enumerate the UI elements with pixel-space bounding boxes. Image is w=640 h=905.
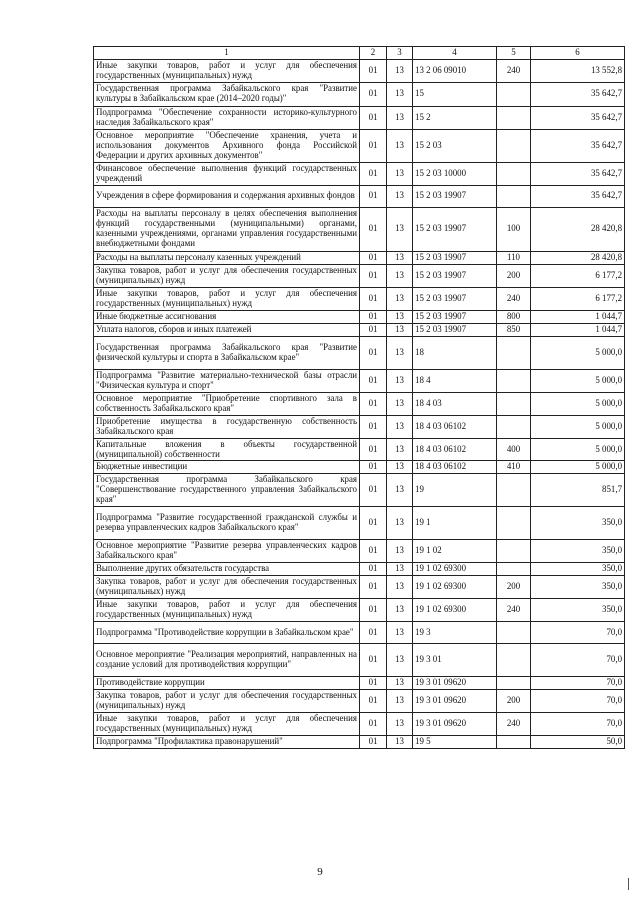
row-subsection-cell: 13 <box>387 576 413 599</box>
row-name-cell: Закупка товаров, работ и услуг для обеспечения государственных (муниципальных) нужд <box>94 690 360 713</box>
row-section-cell: 01 <box>360 622 387 644</box>
table-row <box>94 60 625 83</box>
row-target-article-cell: 15 2 03 19907 <box>413 310 497 323</box>
row-subsection-cell: 13 <box>387 415 413 438</box>
row-amount-cell: 70,0 <box>531 690 625 713</box>
table-row <box>94 392 625 415</box>
row-name-cell: Подпрограмма "Профилактика правонарушений" <box>94 736 360 749</box>
table-row <box>94 162 625 185</box>
row-amount-cell: 70,0 <box>531 677 625 690</box>
row-name-cell: Закупка товаров, работ и услуг для обеспечения государственных (муниципальных) нужд <box>94 576 360 599</box>
row-target-article-cell: 19 5 <box>413 736 497 749</box>
row-target-article-cell: 19 3 01 <box>413 644 497 677</box>
table-row <box>94 540 625 563</box>
row-section-cell: 01 <box>360 251 387 264</box>
row-amount-cell: 50,0 <box>531 736 625 749</box>
row-section-cell: 01 <box>360 474 387 507</box>
row-amount-cell: 350,0 <box>531 599 625 622</box>
row-section-cell: 01 <box>360 461 387 474</box>
row-amount-cell: 1 044,7 <box>531 323 625 336</box>
row-subsection-cell: 13 <box>387 129 413 162</box>
row-expense-type-cell <box>497 162 531 185</box>
row-amount-cell: 350,0 <box>531 563 625 576</box>
table-row <box>94 310 625 323</box>
row-amount-cell: 35 642,7 <box>531 106 625 129</box>
row-section-cell: 01 <box>360 563 387 576</box>
row-subsection-cell: 13 <box>387 60 413 83</box>
budget-table <box>93 46 625 749</box>
row-target-article-cell: 15 2 03 19907 <box>413 185 497 207</box>
row-name-cell: Подпрограмма "Развитие государственной гражданской службы и резерва управленческих кадров Забайкальского края" <box>94 507 360 540</box>
row-name-cell: Расходы на выплаты персоналу казенных учреждений <box>94 251 360 264</box>
table-row <box>94 644 625 677</box>
row-name-cell: Противодействие коррупции <box>94 677 360 690</box>
row-expense-type-cell <box>497 106 531 129</box>
row-name-cell: Иные закупки товаров, работ и услуг для обеспечения государственных (муниципальных) нужд <box>94 287 360 310</box>
row-target-article-cell: 18 4 <box>413 369 497 392</box>
scan-edge-mark <box>628 878 629 890</box>
row-target-article-cell: 15 2 03 <box>413 129 497 162</box>
row-target-article-cell: 19 <box>413 474 497 507</box>
row-target-article-cell: 19 1 <box>413 507 497 540</box>
row-expense-type-cell: 100 <box>497 207 531 251</box>
row-section-cell: 01 <box>360 129 387 162</box>
row-subsection-cell: 13 <box>387 392 413 415</box>
row-subsection-cell: 13 <box>387 690 413 713</box>
row-subsection-cell: 13 <box>387 251 413 264</box>
row-target-article-cell: 19 3 01 09620 <box>413 677 497 690</box>
row-target-article-cell: 15 2 <box>413 106 497 129</box>
row-expense-type-cell: 240 <box>497 287 531 310</box>
table-row <box>94 507 625 540</box>
row-subsection-cell: 13 <box>387 644 413 677</box>
row-section-cell: 01 <box>360 287 387 310</box>
row-section-cell: 01 <box>360 576 387 599</box>
row-amount-cell: 28 420,8 <box>531 207 625 251</box>
table-row <box>94 461 625 474</box>
row-subsection-cell: 13 <box>387 540 413 563</box>
row-amount-cell: 5 000,0 <box>531 392 625 415</box>
row-subsection-cell: 13 <box>387 369 413 392</box>
header-col-2: 2 <box>360 47 387 60</box>
row-section-cell: 01 <box>360 690 387 713</box>
row-subsection-cell: 13 <box>387 438 413 461</box>
row-subsection-cell: 13 <box>387 82 413 106</box>
row-expense-type-cell: 200 <box>497 264 531 287</box>
row-amount-cell: 350,0 <box>531 576 625 599</box>
row-name-cell: Государственная программа Забайкальского края "Развитие культуры в Забайкальском крае (2014–2020 годы)" <box>94 82 360 106</box>
row-subsection-cell: 13 <box>387 185 413 207</box>
table-row <box>94 622 625 644</box>
row-name-cell: Финансовое обеспечение выполнения функций государственных учреждений <box>94 162 360 185</box>
row-section-cell: 01 <box>360 713 387 736</box>
row-subsection-cell: 13 <box>387 507 413 540</box>
row-expense-type-cell <box>497 82 531 106</box>
row-name-cell: Подпрограмма "Противодействие коррупции в Забайкальском крае" <box>94 622 360 644</box>
row-subsection-cell: 13 <box>387 622 413 644</box>
row-section-cell: 01 <box>360 185 387 207</box>
row-target-article-cell: 19 3 01 09620 <box>413 713 497 736</box>
table-row <box>94 336 625 369</box>
row-expense-type-cell: 400 <box>497 438 531 461</box>
row-name-cell: Уплата налогов, сборов и иных платежей <box>94 323 360 336</box>
row-name-cell: Основное мероприятие "Обеспечение хранения, учета и использования документов Архивного фонда Российской Федерации и других архивных документов" <box>94 129 360 162</box>
table-row <box>94 563 625 576</box>
row-amount-cell: 70,0 <box>531 713 625 736</box>
row-section-cell: 01 <box>360 644 387 677</box>
row-name-cell: Основное мероприятие "Реализация мероприятий, направленных на создание условий для противодействия коррупции" <box>94 644 360 677</box>
row-expense-type-cell <box>497 540 531 563</box>
row-name-cell: Закупка товаров, работ и услуг для обеспечения государственных (муниципальных) нужд <box>94 264 360 287</box>
row-target-article-cell: 15 2 03 10000 <box>413 162 497 185</box>
row-target-article-cell: 15 <box>413 82 497 106</box>
row-amount-cell: 35 642,7 <box>531 82 625 106</box>
row-name-cell: Иные закупки товаров, работ и услуг для обеспечения государственных (муниципальных) нужд <box>94 713 360 736</box>
row-name-cell: Выполнение других обязательств государства <box>94 563 360 576</box>
row-section-cell: 01 <box>360 736 387 749</box>
table-row <box>94 287 625 310</box>
table-row <box>94 415 625 438</box>
row-section-cell: 01 <box>360 540 387 563</box>
row-expense-type-cell: 200 <box>497 690 531 713</box>
row-name-cell: Иные бюджетные ассигнования <box>94 310 360 323</box>
row-section-cell: 01 <box>360 264 387 287</box>
row-subsection-cell: 13 <box>387 461 413 474</box>
row-subsection-cell: 13 <box>387 563 413 576</box>
row-name-cell: Государственная программа Забайкальского края "Развитие физической культуры и спорта в Забайкальском крае" <box>94 336 360 369</box>
row-expense-type-cell: 110 <box>497 251 531 264</box>
table-row <box>94 474 625 507</box>
row-amount-cell: 5 000,0 <box>531 438 625 461</box>
row-expense-type-cell <box>497 336 531 369</box>
row-amount-cell: 35 642,7 <box>531 185 625 207</box>
header-col-1: 1 <box>94 47 360 60</box>
row-subsection-cell: 13 <box>387 474 413 507</box>
table-row <box>94 599 625 622</box>
row-amount-cell: 70,0 <box>531 644 625 677</box>
table-row <box>94 207 625 251</box>
table-row <box>94 576 625 599</box>
row-expense-type-cell <box>497 392 531 415</box>
table-row <box>94 251 625 264</box>
row-expense-type-cell <box>497 129 531 162</box>
row-name-cell: Подпрограмма "Обеспечение сохранности историко-культурного наследия Забайкальского края" <box>94 106 360 129</box>
row-expense-type-cell <box>497 415 531 438</box>
row-name-cell: Подпрограмма "Развитие материально-технической базы отрасли "Физическая культура и спорт" <box>94 369 360 392</box>
row-expense-type-cell <box>497 474 531 507</box>
row-target-article-cell: 19 1 02 69300 <box>413 563 497 576</box>
table-row <box>94 438 625 461</box>
row-subsection-cell: 13 <box>387 310 413 323</box>
row-section-cell: 01 <box>360 106 387 129</box>
row-amount-cell: 851,7 <box>531 474 625 507</box>
row-target-article-cell: 15 2 03 19907 <box>413 207 497 251</box>
row-target-article-cell: 19 3 <box>413 622 497 644</box>
row-subsection-cell: 13 <box>387 207 413 251</box>
row-target-article-cell: 15 2 03 19907 <box>413 287 497 310</box>
row-expense-type-cell: 240 <box>497 599 531 622</box>
row-expense-type-cell: 800 <box>497 310 531 323</box>
row-name-cell: Основное мероприятие "Развитие резерва управленческих кадров Забайкальского края" <box>94 540 360 563</box>
row-target-article-cell: 13 2 06 09010 <box>413 60 497 83</box>
row-expense-type-cell <box>497 644 531 677</box>
table-row <box>94 690 625 713</box>
table-row <box>94 82 625 106</box>
row-subsection-cell: 13 <box>387 736 413 749</box>
row-expense-type-cell: 200 <box>497 576 531 599</box>
row-expense-type-cell <box>497 677 531 690</box>
header-col-4: 4 <box>413 47 497 60</box>
row-expense-type-cell: 850 <box>497 323 531 336</box>
row-name-cell: Основное мероприятие "Приобретение спортивного зала в собственность Забайкальского края" <box>94 392 360 415</box>
row-section-cell: 01 <box>360 415 387 438</box>
row-target-article-cell: 19 1 02 69300 <box>413 599 497 622</box>
row-target-article-cell: 18 4 03 06102 <box>413 461 497 474</box>
table-row <box>94 185 625 207</box>
row-name-cell: Учреждения в сфере формирования и содержания архивных фондов <box>94 185 360 207</box>
row-name-cell: Иные закупки товаров, работ и услуг для обеспечения государственных (муниципальных) нужд <box>94 599 360 622</box>
row-name-cell: Бюджетные инвестиции <box>94 461 360 474</box>
row-amount-cell: 5 000,0 <box>531 336 625 369</box>
row-amount-cell: 28 420,8 <box>531 251 625 264</box>
row-name-cell: Капитальные вложения в объекты государственной (муниципальной) собственности <box>94 438 360 461</box>
row-subsection-cell: 13 <box>387 599 413 622</box>
row-subsection-cell: 13 <box>387 677 413 690</box>
row-expense-type-cell: 240 <box>497 713 531 736</box>
row-amount-cell: 6 177,2 <box>531 287 625 310</box>
table-row <box>94 369 625 392</box>
row-name-cell: Расходы на выплаты персоналу в целях обеспечения выполнения функций государственными (муниципальными) органами, казенными учреждениями, органами управления государственными внебюджетными фондами <box>94 207 360 251</box>
row-target-article-cell: 19 1 02 69300 <box>413 576 497 599</box>
row-amount-cell: 70,0 <box>531 622 625 644</box>
row-expense-type-cell: 240 <box>497 60 531 83</box>
table-row <box>94 323 625 336</box>
row-target-article-cell: 15 2 03 19907 <box>413 251 497 264</box>
row-subsection-cell: 13 <box>387 287 413 310</box>
header-col-3: 3 <box>387 47 413 60</box>
table-header-row <box>94 47 625 60</box>
row-section-cell: 01 <box>360 310 387 323</box>
row-section-cell: 01 <box>360 507 387 540</box>
row-section-cell: 01 <box>360 82 387 106</box>
row-target-article-cell: 15 2 03 19907 <box>413 323 497 336</box>
row-target-article-cell: 19 3 01 09620 <box>413 690 497 713</box>
row-subsection-cell: 13 <box>387 336 413 369</box>
row-amount-cell: 5 000,0 <box>531 461 625 474</box>
row-subsection-cell: 13 <box>387 106 413 129</box>
row-amount-cell: 5 000,0 <box>531 369 625 392</box>
row-section-cell: 01 <box>360 207 387 251</box>
row-section-cell: 01 <box>360 599 387 622</box>
row-section-cell: 01 <box>360 60 387 83</box>
table-row <box>94 264 625 287</box>
row-amount-cell: 35 642,7 <box>531 129 625 162</box>
table-row <box>94 736 625 749</box>
row-section-cell: 01 <box>360 162 387 185</box>
row-expense-type-cell <box>497 185 531 207</box>
row-expense-type-cell <box>497 622 531 644</box>
row-section-cell: 01 <box>360 677 387 690</box>
table-row <box>94 677 625 690</box>
row-amount-cell: 1 044,7 <box>531 310 625 323</box>
table-row <box>94 713 625 736</box>
budget-table-container <box>93 46 624 749</box>
row-subsection-cell: 13 <box>387 323 413 336</box>
row-target-article-cell: 18 4 03 06102 <box>413 438 497 461</box>
table-row <box>94 129 625 162</box>
row-amount-cell: 350,0 <box>531 540 625 563</box>
row-section-cell: 01 <box>360 392 387 415</box>
row-section-cell: 01 <box>360 369 387 392</box>
row-name-cell: Иные закупки товаров, работ и услуг для обеспечения государственных (муниципальных) нужд <box>94 60 360 83</box>
row-subsection-cell: 13 <box>387 264 413 287</box>
header-col-5: 5 <box>497 47 531 60</box>
row-amount-cell: 13 552,8 <box>531 60 625 83</box>
row-subsection-cell: 13 <box>387 162 413 185</box>
row-target-article-cell: 18 4 03 06102 <box>413 415 497 438</box>
row-name-cell: Государственная программа Забайкальского края "Совершенствование государственного управления Забайкальского края" <box>94 474 360 507</box>
row-amount-cell: 6 177,2 <box>531 264 625 287</box>
row-expense-type-cell <box>497 369 531 392</box>
page-number: 9 <box>317 866 323 878</box>
row-section-cell: 01 <box>360 438 387 461</box>
row-amount-cell: 35 642,7 <box>531 162 625 185</box>
row-expense-type-cell <box>497 507 531 540</box>
row-expense-type-cell <box>497 736 531 749</box>
row-expense-type-cell: 410 <box>497 461 531 474</box>
row-target-article-cell: 15 2 03 19907 <box>413 264 497 287</box>
row-section-cell: 01 <box>360 336 387 369</box>
row-amount-cell: 350,0 <box>531 507 625 540</box>
row-name-cell: Приобретение имущества в государственную собственность Забайкальского края <box>94 415 360 438</box>
table-row <box>94 106 625 129</box>
row-target-article-cell: 18 <box>413 336 497 369</box>
header-col-6: 6 <box>531 47 625 60</box>
row-subsection-cell: 13 <box>387 713 413 736</box>
row-amount-cell: 5 000,0 <box>531 415 625 438</box>
row-expense-type-cell <box>497 563 531 576</box>
row-section-cell: 01 <box>360 323 387 336</box>
row-target-article-cell: 19 1 02 <box>413 540 497 563</box>
row-target-article-cell: 18 4 03 <box>413 392 497 415</box>
